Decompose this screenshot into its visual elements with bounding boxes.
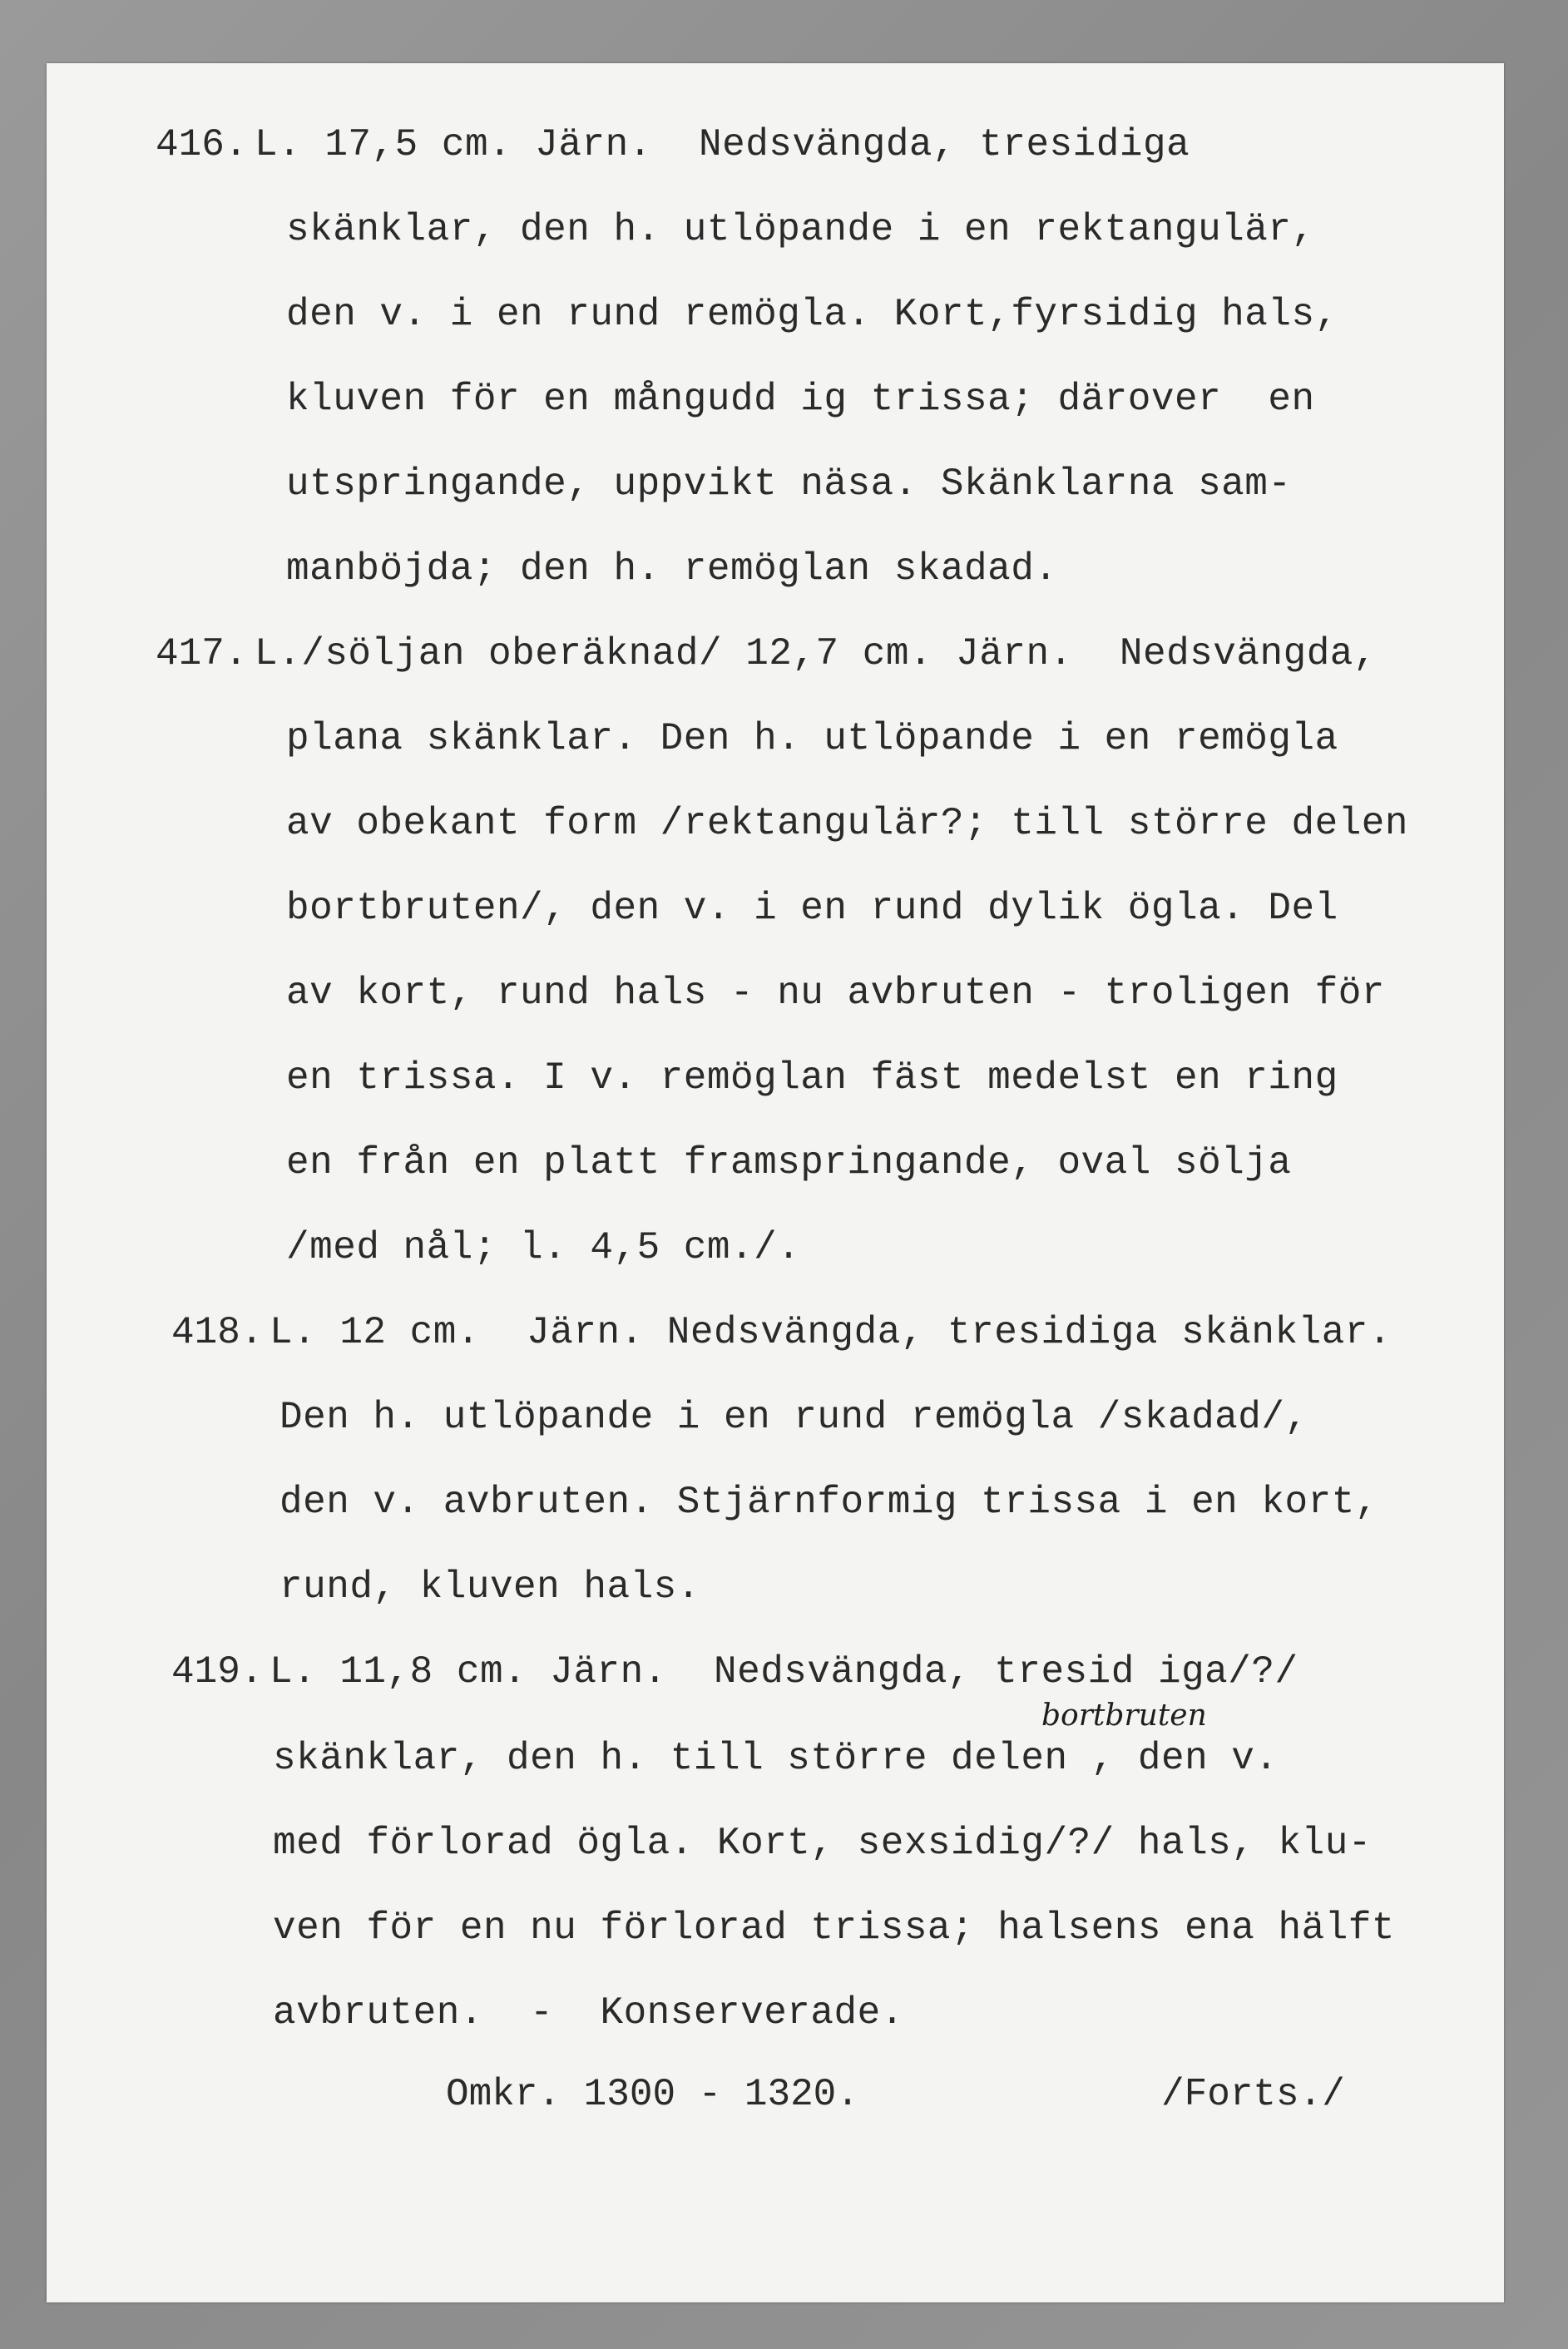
entry-line: av obekant form /rektangulär?; till större delen [286, 802, 1409, 845]
entry-line: med förlorad ögla. Kort, sexsidig/?/ hals, klu- [273, 1822, 1372, 1865]
entry-line: /med nål; l. 4,5 cm./. [286, 1226, 801, 1269]
entry-line: kluven för en mångudd ig trissa; därover en [286, 378, 1315, 421]
entry-line: ven för en nu förlorad trissa; halsens ena hälft [273, 1906, 1396, 1950]
entry-line: en trissa. I v. remöglan fäst medelst en ring [286, 1056, 1338, 1100]
entry-line: rund, kluven hals. [279, 1565, 700, 1609]
entry-line: skänklar, den h. till större delen , den v. [273, 1737, 1279, 1780]
entry-line: L. 12 cm. Järn. Nedsvängda, tresidiga skänklar. [270, 1311, 1392, 1354]
entry-line: avbruten. - Konserverade. [273, 1991, 904, 2035]
entry-line: skänklar, den h. utlöpande i en rektangulär, [286, 208, 1315, 251]
entry-number: 418. [171, 1311, 264, 1354]
entry-line: av kort, rund hals - nu avbruten - troligen för [286, 972, 1385, 1015]
entry-line: manböjda; den h. remöglan skadad. [286, 547, 1058, 591]
entry-line: utspringande, uppvikt näsa. Skänklarna sam- [286, 462, 1292, 506]
entry-line: en från en platt framspringande, oval sölja [286, 1141, 1292, 1184]
entry-line: L. 11,8 cm. Järn. Nedsvängda, tresid iga/?/ [270, 1650, 1298, 1694]
entry-line: den v. i en rund remögla. Kort,fyrsidig hals, [286, 293, 1338, 336]
handwritten-annotation: bortbruten [1041, 1699, 1207, 1733]
entry-line: den v. avbruten. Stjärnformig trissa i en kort, [279, 1481, 1378, 1524]
index-card [47, 63, 1504, 2302]
entry-line: L./söljan oberäknad/ 12,7 cm. Järn. Nedsvängda, [255, 632, 1378, 675]
entry-line: Den h. utlöpande i en rund remögla /skadad/, [279, 1396, 1308, 1439]
entry-line: bortbruten/, den v. i en rund dylik ögla. Del [286, 887, 1338, 930]
entry-number: 419. [171, 1650, 264, 1694]
entry-line: plana skänklar. Den h. utlöpande i en remögla [286, 717, 1338, 760]
entry-number: 417. [156, 632, 248, 675]
entry-line: L. 17,5 cm. Järn. Nedsvängda, tresidiga [255, 123, 1190, 166]
continued-marker: /Forts./ [1161, 2073, 1345, 2116]
entry-number: 416. [156, 123, 248, 166]
date-range: Omkr. 1300 - 1320. [446, 2073, 859, 2116]
